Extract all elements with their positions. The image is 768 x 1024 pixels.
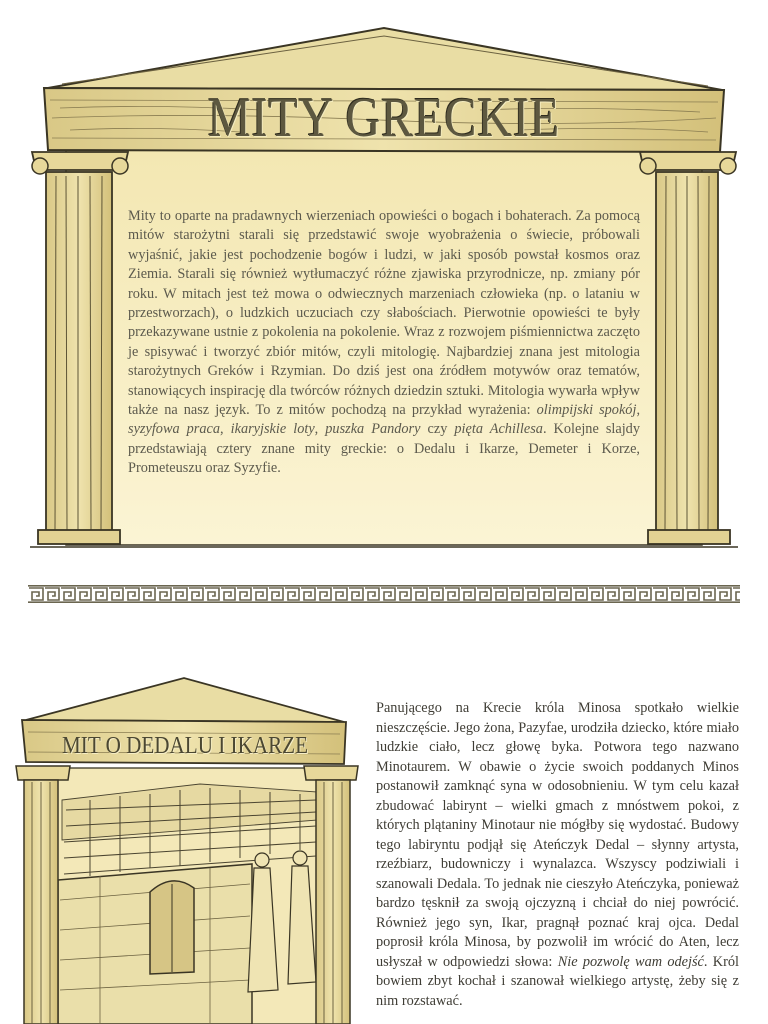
intro-text [128,207,640,479]
story-quote: Nie pozwolę wam odejść [557,953,704,970]
page-title: MITY GRECKIE [207,87,561,149]
story-text [376,699,739,1011]
labyrinth-temple-illustration [0,672,360,1024]
separator: czy [420,421,455,438]
separator: , [636,402,641,419]
story-paragraph: Panującego na Krecie króla Minosa spotkało wielkie nieszczęście. Jego żona, Pazyfae, urodziła dziecko, które miało ludzkie ciało, lecz głowę byka. Potwora tego nazwano Minotaurem. W obawie o życie swoich poddanych Minos postanowił zamknąć syna w odosobnieniu. W tym celu kazał zbudować labirynt – wielki gmach z mnóstwem pokoi, z których plątaniny Minotaur nie mógłby się wydostać. Budowy tego labiryntu podjął się Ateńczyk Dedal – słynny artysta, rzeźbiarz, budowniczy i wynalazca. Wszyscy podziwiali i szanowali Dedala. To jednak nie cieszyło Ateńczyka, ponieważ bardzo tęsknił za swoją ojczyzną i chciał do niej powrócić. Również jego syn, Ikar, pragnął poznać kraj ojca. Dedal poprosił króla Minosa, by pozwolił im wrócić do Aten, lecz usłyszał w odpowiedzi słowa: [376,700,739,970]
phrase-olimpijski: olimpijski spokój [536,402,637,419]
story-paragraph-end: . Król bowiem zbyt kochał i szanował wielkiego artystę, żeby się z nim rozstawać. [376,953,739,1009]
phrase-pandory: puszka Pandory [325,421,421,438]
separator: , [220,421,231,438]
separator: , [314,421,326,438]
intro-paragraph-end: . Kolejne slajdy przedstawiają cztery znane mity greckie: o Dedalu i Ikarze, Demeter i Korze, Prometeuszu oraz Syzyfie. [128,421,640,477]
intro-paragraph: Mity to oparte na pradawnych wierzeniach opowieści o bogach i bohaterach. Za pomocą mitów starożytni starali się przedstawić swoje wyobrażenia o świecie, próbowali wyjaśnić, jakie jest pochodzenie bogów i ludzi, w jaki sposób powstał kosmos oraz Ziemia. Starali się również wytłumaczyć różne zjawiska przyrodnicze, np. zmiany pór roku. W mitach jest też mowa o odwiecznych marzeniach człowieka (np. o lataniu w przestworzach), o ludzkich uczuciach czy słabościach. Pierwotnie opowieści te były przekazywane ustnie z pokolenia na pokolenie. Wraz z rozwojem piśmiennictwa zaczęto je spisywać i tworzyć zbiór mitów, czyli mitologię. Najbardziej znana jest mitologia starożytnych Greków i Rzymian. Do dziś jest ona źródłem motywów oraz tematów, stanowiących inspirację dla twórców różnych dziedzin sztuki. Mitologia wywarła wpływ także na nasz język. To z mitów pochodzą na przykład wyrażenia: [128,208,640,419]
phrase-achillesa: pięta Achillesa [454,421,543,438]
greek-key-border [28,585,740,603]
phrase-ikaryjskie: ikaryjskie loty [230,421,315,438]
section-title: MIT O DEDALU I IKARZE [62,733,308,759]
phrase-syzyfowa: syzyfowa praca [128,421,221,438]
